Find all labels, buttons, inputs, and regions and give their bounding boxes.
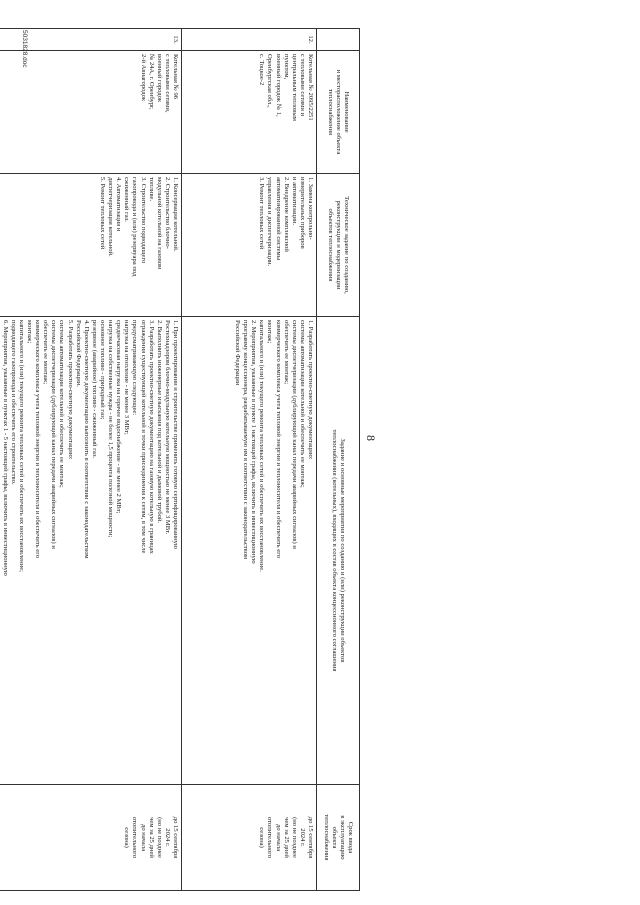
header-number-cell [317,29,360,51]
header-measures: Задание и основные мероприятия по созданию и (или) реконструкции объектов теплоснабжения (котельных), входящих в состав объекта концессионного соглашения [317,317,360,785]
row-number: 13. [0,29,182,51]
table-row [182,29,317,891]
header-commissioning-deadline: Срок ввода в эксплуатацию объекта теплоснабжения [317,785,360,891]
table-header-row [317,29,360,891]
deadline-cell: до 15 сентября 2024 г. (но не позднее чем за 25 дней до начала отопительного сезона) [182,785,317,891]
concession-objects-table [0,28,360,891]
measures-cell: 1. Разработать проектно-сметную документацию: системы автоматизации котельной и обеспечить ее монтаж; системы диспетчеризации (дублирующий канал передачи аварийных сигналов) и обеспечить ее монтаж; коммерческого комплекса учета тепловой энергии и теплоносителя и обеспечить его монтаж; капитального и (или) текущего ремонта тепловых сетей и обеспечить их восстановление. 2. Мероприятия, указанные в пункте 1 настоящей графы, включить в инвестиционную программу концессионера, разрабатываемую им в соответствии с законодательством Российской Федерации [182,317,317,785]
row-number: 12. [182,29,317,51]
table-row [0,29,182,891]
object-name-cell: Котельная № 96 с тепловыми сетями, военный городок № 24А, г. Оренбург, 2-й Авиагородок [0,51,182,174]
technical-task-cell: 1. Замена контрольно- измерительных приборов и автоматизации. 2. Внедрение комплексной автоматизированной системы управления и диспетчеризации. 3. Ремонт тепловых сетей [182,174,317,317]
page-number: 8 [364,435,378,441]
header-technical-task: Техническое задание по созданию, реконструкции и модернизации объектов теплоснабжения [317,174,360,317]
deadline-cell: до 15 сентября 2024 г. (но не позднее чем за 25 дней до начала отопительного сезона) [0,785,182,891]
technical-task-cell: 1. Консервация котельной. 2. Строительство блочно- модульной котельной на газовом топливе. 3. Строительство подводящего газопровода и (или) резервуара под сжиженный газ. 4. Автоматизация и диспетчеризация котельной. 5. Ремонт тепловых сетей [0,174,182,317]
document-file-code: 5031828.doc [21,30,28,68]
object-name-cell: Котельная № 2095/2251 с тепловыми сетями и центральным тепловым пунктом, военный городок № 1, Оренбургская обл., с. Тоцкое-2 [182,51,317,174]
measures-cell: 1. При проектировании и строительстве применить готовую сертифицированную Ростехнадзором блочно-модульную котельную мощностью не менее 3 МВт. 2. Выполнить инженерные изыскания под котельной и дымовой трубой. 3. Разработать проектно-сметную документацию на газовую котельную в границах ограждения существующей котельной и точки присоединения к сетям, в том числе предусматривающую следующее: нагрузка на отопление - не менее 3 МВт; среднечасовая нагрузка на горячее водоснабжение - не менее 2 МВт; нагрузка на собственные нужды - не более 1,5 процента полезной мощности; основное топливо - природный газ; резервное (аварийное) топливо - сжиженный газ. 4. Проектно-сметную документацию выполнить в соответствии с законодательством Российской Федерации. 5. Разработать проектно-сметную документацию: системы автоматизации котельной и обеспечить ее монтаж; системы диспетчеризации (дублирующий канал передачи аварийных сигналов) и обеспечить ее монтаж; коммерческого комплекса учета тепловой энергии и теплоносителя и обеспечить его монтаж; капитального и (или) текущего ремонта тепловых сетей и обеспечить их восстановление; подводящего газопровода и обеспечить его строительство. 6. Мероприятия, указанные в пунктах 1 - 5 настоящей графы, включить в инвестиционную [0,317,182,785]
header-object-name: Наименование и месторасположение объекта теплоснабжения [317,51,360,174]
